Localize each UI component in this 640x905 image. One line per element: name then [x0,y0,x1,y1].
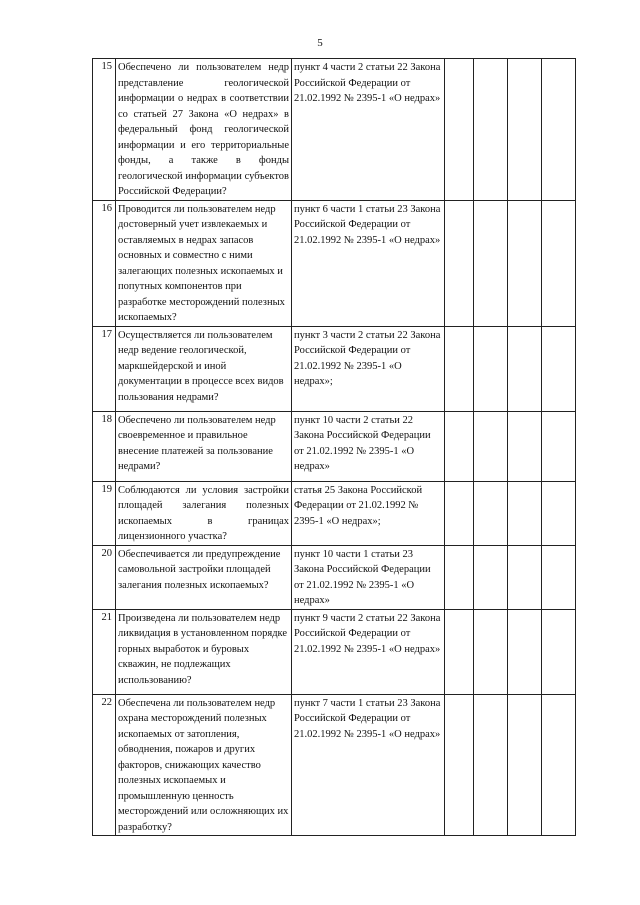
question-cell: Соблюдаются ли условия застройки площадей залегания полезных ископаемых в границах лицензионного участка? [116,481,292,545]
question-cell: Обеспечивается ли предупреждение самовольной застройки площадей залегания полезных ископаемых? [116,545,292,609]
reference-cell: пункт 4 части 2 статьи 22 Закона Российской Федерации от 21.02.1992 № 2395-1 «О недрах» [292,59,445,201]
empty-cell [508,326,542,411]
table-row [93,545,576,609]
question-cell: Осуществляется ли пользователем недр ведение геологической, маркшейдерской и иной документации в процессе всех видов пользования недрами? [116,326,292,411]
question-cell: Произведена ли пользователем недр ликвидация в установленном порядке горных выработок и буровых скважин, не подлежащих использованию? [116,609,292,694]
row-number: 21 [93,609,116,694]
row-number: 22 [93,694,116,836]
row-number: 17 [93,326,116,411]
table-row [93,411,576,481]
table-row [93,609,576,694]
row-number: 16 [93,200,116,326]
empty-cell [542,481,576,545]
empty-cell [508,200,542,326]
empty-cell [542,326,576,411]
empty-cell [508,411,542,481]
table-row [93,59,576,201]
page-number: 5 [317,37,323,49]
empty-cell [474,694,508,836]
empty-cell [474,481,508,545]
row-number: 20 [93,545,116,609]
empty-cell [474,326,508,411]
reference-cell: пункт 6 части 1 статьи 23 Закона Российской Федерации от 21.02.1992 № 2395-1 «О недрах» [292,200,445,326]
reference-cell: пункт 7 части 1 статьи 23 Закона Российской Федерации от 21.02.1992 № 2395-1 «О недрах» [292,694,445,836]
reference-cell: пункт 10 части 2 статьи 22 Закона Российской Федерации от 21.02.1992 № 2395-1 «О недрах» [292,411,445,481]
question-cell: Обеспечена ли пользователем недр охрана месторождений полезных ископаемых от затопления, обводнения, пожаров и других факторов, снижающих качество полезных ископаемых и промышленную ценность месторождений или осложняющих их разработку? [116,694,292,836]
empty-cell [474,200,508,326]
empty-cell [474,545,508,609]
table-row [93,694,576,836]
table-row [93,481,576,545]
empty-cell [445,411,474,481]
question-cell: Обеспечено ли пользователем недр своевременное и правильное внесение платежей за пользование недрами? [116,411,292,481]
empty-cell [542,609,576,694]
empty-cell [445,481,474,545]
empty-cell [542,545,576,609]
question-cell: Проводится ли пользователем недр достоверный учет извлекаемых и оставляемых в недрах запасов основных и совместно с ними залегающих полезных ископаемых и попутных компонентов при разработке месторождений полезных ископаемых? [116,200,292,326]
empty-cell [445,545,474,609]
empty-cell [474,59,508,201]
empty-cell [445,59,474,201]
table-row [93,200,576,326]
reference-cell: пункт 10 части 1 статьи 23 Закона Российской Федерации от 21.02.1992 № 2395-1 «О недрах» [292,545,445,609]
checklist-table [92,58,576,836]
empty-cell [542,200,576,326]
empty-cell [474,411,508,481]
table-row [93,326,576,411]
empty-cell [508,609,542,694]
empty-cell [542,411,576,481]
question-cell: Обеспечено ли пользователем недр представление геологической информации о недрах в соответствии со статьей 27 Закона «О недрах» в федеральный фонд геологической информации и его территориальные фонды, а также в фонды геологической информации субъектов Российской Федерации? [116,59,292,201]
empty-cell [508,545,542,609]
empty-cell [542,694,576,836]
row-number: 19 [93,481,116,545]
empty-cell [508,694,542,836]
row-number: 18 [93,411,116,481]
empty-cell [474,609,508,694]
empty-cell [445,609,474,694]
empty-cell [508,481,542,545]
empty-cell [445,326,474,411]
empty-cell [445,694,474,836]
empty-cell [542,59,576,201]
empty-cell [508,59,542,201]
reference-cell: статья 25 Закона Российской Федерации от 21.02.1992 № 2395-1 «О недрах»; [292,481,445,545]
reference-cell: пункт 9 части 2 статьи 22 Закона Российской Федерации от 21.02.1992 № 2395-1 «О недрах» [292,609,445,694]
row-number: 15 [93,59,116,201]
reference-cell: пункт 3 части 2 статьи 22 Закона Российской Федерации от 21.02.1992 № 2395-1 «О недрах»; [292,326,445,411]
empty-cell [445,200,474,326]
